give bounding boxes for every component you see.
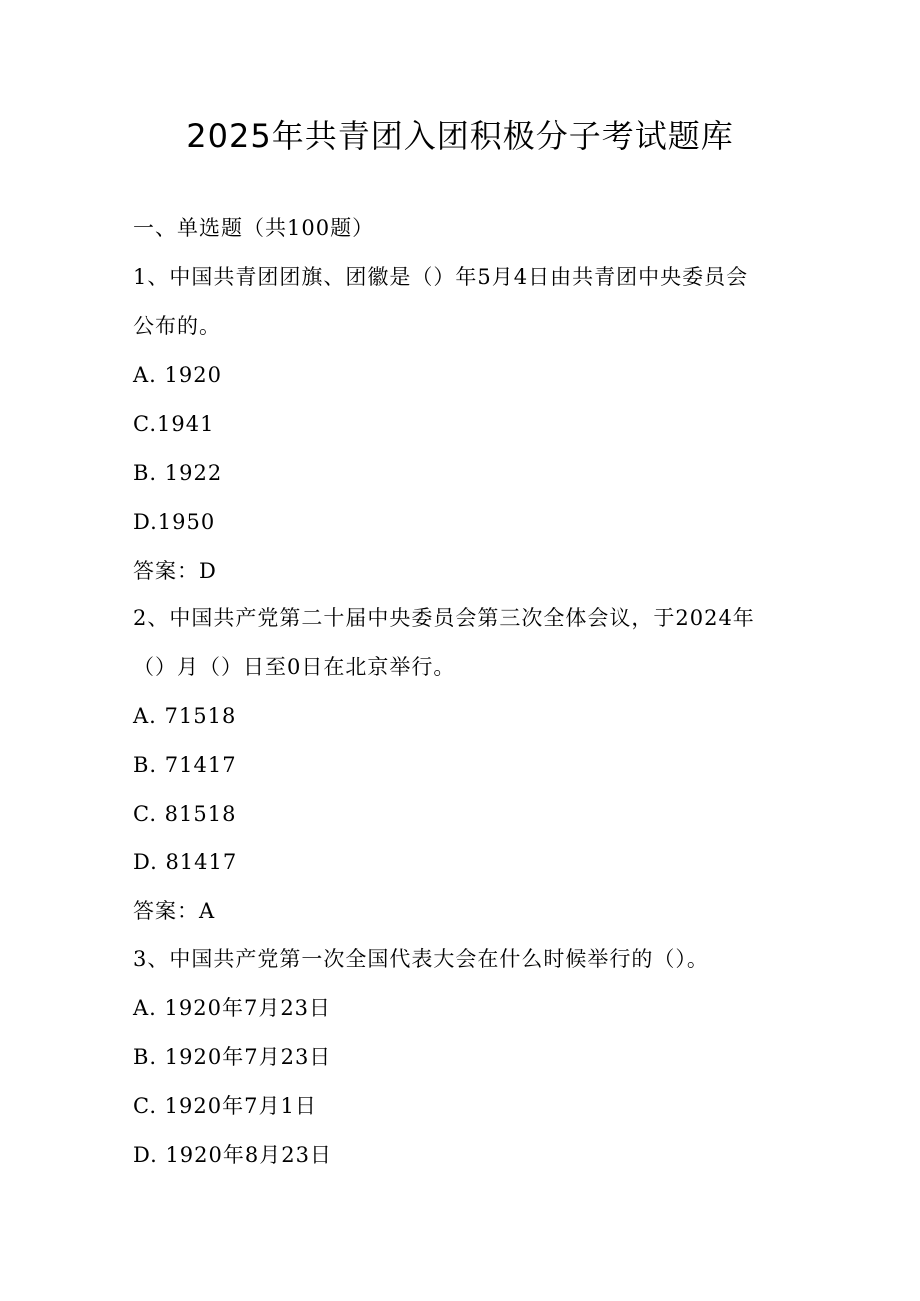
question-1-answer: 答案：D	[133, 559, 217, 583]
question-1-option-3: B. 1922	[133, 461, 223, 485]
question-2-option-1: A. 71518	[133, 704, 237, 728]
question-1-option-4: D.1950	[133, 510, 216, 534]
question-3-option-2: B. 1920年7月23日	[133, 1045, 332, 1069]
question-3-stem-line-1: 3、中国共产党第一次全国代表大会在什么时候举行的（）。	[133, 947, 709, 971]
question-3-option-4: D. 1920年8月23日	[133, 1143, 332, 1167]
question-2-option-3: C. 81518	[133, 802, 237, 826]
question-1-option-1: A. 1920	[133, 363, 222, 387]
question-2-option-4: D. 81417	[133, 850, 238, 874]
question-3-option-3: C. 1920年7月1日	[133, 1094, 317, 1118]
document-title: 2025年共青团入团积极分子考试题库	[186, 117, 734, 155]
section-heading: 一、单选题（共100题）	[133, 216, 375, 240]
question-2-stem-line-1: 2、中国共产党第二十届中央委员会第三次全体会议，于2024年	[133, 606, 755, 630]
question-1-stem-line-2: 公布的。	[133, 314, 221, 338]
question-1-stem-line-1: 1、中国共青团团旗、团徽是（）年5月4日由共青团中央委员会	[133, 265, 749, 289]
question-2-answer: 答案：A	[133, 899, 216, 923]
question-3-option-1: A. 1920年7月23日	[133, 996, 332, 1020]
question-2-option-2: B. 71417	[133, 753, 237, 777]
question-2-stem-line-2: （）月（）日至0日在北京举行。	[133, 655, 456, 679]
question-1-option-2: C.1941	[133, 412, 215, 436]
